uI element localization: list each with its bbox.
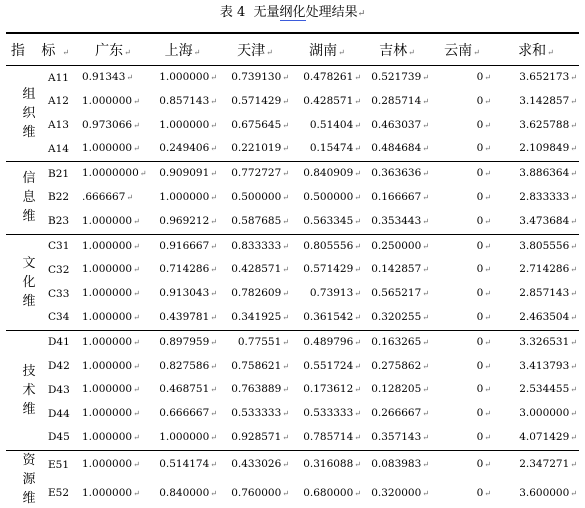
value-cell: 0↵ <box>476 142 491 155</box>
table-row <box>6 402 579 426</box>
value-cell: 3.413793↵ <box>519 359 577 372</box>
value-cell: 0.565217↵ <box>371 287 429 300</box>
value-cell: 0.500000↵ <box>303 190 361 203</box>
indicator-code: E51 <box>46 450 80 479</box>
value-cell: 0.897959↵ <box>146 330 219 354</box>
value-cell: 0.463037↵ <box>371 118 429 131</box>
value-cell: 0.533333↵ <box>303 407 361 420</box>
table-row <box>6 114 579 138</box>
value-cell: 2.857143↵ <box>519 287 577 300</box>
table-row <box>6 426 579 450</box>
table-header-row <box>6 33 579 66</box>
value-cell: 0.51404↵ <box>309 118 361 131</box>
value-cell: 1.000000↵ <box>80 234 146 258</box>
value-cell: 0↵ <box>476 383 491 396</box>
header-col-sum: 求和↵ <box>493 33 579 66</box>
indicator-code: A14 <box>48 142 69 155</box>
caption-title-plain: 无量 <box>253 5 280 20</box>
table-row <box>6 258 579 282</box>
value-cell: 1.0000000↵ <box>80 162 146 186</box>
value-cell: 0.316088↵ <box>291 450 363 479</box>
value-cell: 0.363636↵ <box>363 162 431 186</box>
value-cell: 0↵ <box>476 486 491 499</box>
value-cell: 3.652173↵ <box>519 71 577 83</box>
header-col-yunnan: 云南↵ <box>431 33 493 66</box>
value-cell: 0.760000↵ <box>231 486 289 499</box>
value-cell: 0.772727↵ <box>219 162 291 186</box>
value-cell: 0.928571↵ <box>231 430 289 443</box>
value-cell: 0↵ <box>476 118 491 131</box>
category-label: 资源维 <box>6 450 46 508</box>
value-cell: 2.833333↵ <box>519 190 577 203</box>
value-cell: 0.484684↵ <box>371 142 429 155</box>
value-cell: 0↵ <box>476 214 491 227</box>
value-cell: 0↵ <box>476 190 491 203</box>
value-cell: 0.250000↵ <box>363 234 431 258</box>
value-cell: 0.909091↵ <box>146 162 219 186</box>
value-cell: 1.000000↵ <box>82 287 140 300</box>
header-col-shanghai: 上海↵ <box>146 33 219 66</box>
value-cell: 1.000000↵ <box>159 190 217 203</box>
value-cell: 1.000000↵ <box>82 359 140 372</box>
table-row <box>6 66 579 90</box>
value-cell: 0↵ <box>476 94 491 107</box>
indicator-code: D45 <box>48 431 70 444</box>
value-cell: 0.840909↵ <box>291 162 363 186</box>
value-cell: 0.500000↵ <box>231 190 289 203</box>
value-cell: 0.533333↵ <box>231 407 289 420</box>
value-cell: .666667↵ <box>82 190 134 203</box>
table-row <box>6 450 579 479</box>
value-cell: 3.142857↵ <box>519 94 577 107</box>
value-cell: 1.000000↵ <box>82 94 140 107</box>
caption-label: 表 4 <box>219 5 246 20</box>
table-row <box>6 378 579 402</box>
value-cell: 3.000000↵ <box>519 407 577 420</box>
value-cell: 0.763889↵ <box>231 383 289 396</box>
value-cell: 0.521739↵ <box>371 71 429 83</box>
indicator-code: C31 <box>46 234 80 258</box>
value-cell: 2.109849↵ <box>519 142 577 155</box>
value-cell: 0↵ <box>431 234 493 258</box>
value-cell: 1.000000↵ <box>82 142 140 155</box>
value-cell: 0.285714↵ <box>371 94 429 107</box>
value-cell: 0.827586↵ <box>159 359 217 372</box>
value-cell: 0.489796↵ <box>291 330 363 354</box>
table-row <box>6 186 579 210</box>
results-table <box>6 32 579 508</box>
value-cell: 0.357143↵ <box>371 430 429 443</box>
caption-title-underlined: 纲化 <box>279 5 306 20</box>
value-cell: 0.833333↵ <box>219 234 291 258</box>
category-label: 组织维 <box>22 87 36 141</box>
indicator-code: B22 <box>48 191 70 204</box>
value-cell: 0.341925↵ <box>231 310 289 323</box>
value-cell: 0.514174↵ <box>146 450 219 479</box>
value-cell: 0.587685↵ <box>231 214 289 227</box>
value-cell: 0.666667↵ <box>159 407 217 420</box>
table-row <box>6 90 579 114</box>
value-cell: 0.221019↵ <box>231 142 289 155</box>
value-cell: 0.805556↵ <box>291 234 363 258</box>
header-col-jilin: 吉林↵ <box>363 33 431 66</box>
value-cell: 0↵ <box>476 287 491 300</box>
value-cell: 3.886364↵ <box>493 162 579 186</box>
value-cell: 0↵ <box>476 310 491 323</box>
value-cell: 3.473684↵ <box>519 214 577 227</box>
value-cell: 0.840000↵ <box>159 486 217 499</box>
indicator-code: D42 <box>48 360 70 373</box>
value-cell: 1.000000↵ <box>82 263 140 276</box>
indicator-code: A12 <box>48 95 69 108</box>
value-cell: 0.739130↵ <box>231 71 289 83</box>
value-cell: 0.249406↵ <box>159 142 217 155</box>
caption-return-mark: ↵ <box>357 9 366 19</box>
value-cell: 0↵ <box>476 359 491 372</box>
value-cell: 0↵ <box>476 407 491 420</box>
value-cell: 2.463504↵ <box>519 310 577 323</box>
value-cell: 0.973066↵ <box>82 118 140 131</box>
value-cell: 2.534455↵ <box>519 383 577 396</box>
table-row <box>6 479 579 507</box>
value-cell: 0.969212↵ <box>159 214 217 227</box>
value-cell: 0.785714↵ <box>303 430 361 443</box>
indicator-code: D44 <box>48 407 70 420</box>
indicator-code: B23 <box>48 215 70 228</box>
value-cell: 0↵ <box>431 330 493 354</box>
value-cell: 0.680000↵ <box>303 486 361 499</box>
value-cell: 0.675645↵ <box>231 118 289 131</box>
indicator-code: A11 <box>48 71 69 84</box>
value-cell: 0.266667↵ <box>371 407 429 420</box>
value-cell: 0.275862↵ <box>371 359 429 372</box>
table-row <box>6 330 579 354</box>
value-cell: 0.320000↵ <box>371 486 429 499</box>
header-col-tianjin: 天津↵ <box>219 33 291 66</box>
value-cell: 0.361542↵ <box>303 310 361 323</box>
category-label: 信息维 <box>6 162 46 234</box>
value-cell: 2.714286↵ <box>519 263 577 276</box>
value-cell: 0↵ <box>476 71 491 83</box>
value-cell: 0.478261↵ <box>303 71 361 83</box>
value-cell: 0↵ <box>476 263 491 276</box>
value-cell: 1.000000↵ <box>80 330 146 354</box>
value-cell: 0.083983↵ <box>363 450 431 479</box>
value-cell: 0.551724↵ <box>303 359 361 372</box>
value-cell: 1.000000↵ <box>82 430 140 443</box>
category-label: 技术维 <box>6 330 46 450</box>
value-cell: 0.320255↵ <box>371 310 429 323</box>
value-cell: 0.714286↵ <box>159 263 217 276</box>
table-caption <box>0 4 585 23</box>
value-cell: 0.428571↵ <box>303 94 361 107</box>
value-cell: 0.433026↵ <box>219 450 291 479</box>
value-cell: 1.000000↵ <box>82 486 140 499</box>
indicator-code: D41 <box>46 330 80 354</box>
value-cell: 0.758621↵ <box>231 359 289 372</box>
value-cell: 0.142857↵ <box>371 263 429 276</box>
value-cell: 0.913043↵ <box>159 287 217 300</box>
value-cell: 0.166667↵ <box>371 190 429 203</box>
header-col-hunan: 湖南↵ <box>291 33 363 66</box>
value-cell: 1.000000↵ <box>159 430 217 443</box>
value-cell: 3.600000↵ <box>519 486 577 499</box>
value-cell: 0.571429↵ <box>303 263 361 276</box>
table-row <box>6 137 579 161</box>
indicator-code: E52 <box>48 487 70 500</box>
value-cell: 0.173612↵ <box>303 383 361 396</box>
value-cell: 0.571429↵ <box>231 94 289 107</box>
value-cell: 0.857143↵ <box>159 94 217 107</box>
table-row <box>6 355 579 379</box>
category-label: 文化维 <box>6 234 46 330</box>
indicator-code: B21 <box>46 162 80 186</box>
value-cell: 0.916667↵ <box>146 234 219 258</box>
value-cell: 0.77551↵ <box>219 330 291 354</box>
value-cell: 0↵ <box>476 430 491 443</box>
value-cell: 0.428571↵ <box>231 263 289 276</box>
value-cell: 1.000000↵ <box>82 310 140 323</box>
value-cell: 0↵ <box>431 450 493 479</box>
value-cell: 0.353443↵ <box>371 214 429 227</box>
caption-title-rest: 处理结果 <box>305 5 358 20</box>
indicator-code: A13 <box>48 119 69 132</box>
value-cell: 1.000000↵ <box>82 407 140 420</box>
indicator-code: C34 <box>48 311 70 324</box>
value-cell: 3.625788↵ <box>519 118 577 131</box>
table-row <box>6 282 579 306</box>
value-cell: 0.73913↵ <box>309 287 361 300</box>
table-row <box>6 162 579 186</box>
table-row <box>6 234 579 258</box>
table-row <box>6 306 579 330</box>
value-cell: 1.000000↵ <box>80 450 146 479</box>
header-col-guangdong: 广东↵ <box>80 33 146 66</box>
value-cell: 0.163265↵ <box>363 330 431 354</box>
table-row <box>6 210 579 234</box>
value-cell: 0.91343↵ <box>82 71 134 83</box>
table-body <box>6 66 579 508</box>
indicator-code: D43 <box>48 383 70 396</box>
value-cell: 1.000000↵ <box>82 214 140 227</box>
value-cell: 0.782609↵ <box>231 287 289 300</box>
value-cell: 4.071429↵ <box>519 430 577 443</box>
value-cell: 0.563345↵ <box>303 214 361 227</box>
value-cell: 0.15474↵ <box>309 142 361 155</box>
indicator-code: C32 <box>48 263 70 276</box>
value-cell: 3.805556↵ <box>493 234 579 258</box>
header-indicator: 指 标↵ <box>6 33 80 66</box>
value-cell: 0.439781↵ <box>159 310 217 323</box>
value-cell: 2.347271↵ <box>493 450 579 479</box>
value-cell: 1.000000↵ <box>159 118 217 131</box>
value-cell: 3.326531↵ <box>493 330 579 354</box>
indicator-code: C33 <box>48 287 70 300</box>
value-cell: 0.468751↵ <box>159 383 217 396</box>
value-cell: 0.128205↵ <box>371 383 429 396</box>
value-cell: 0↵ <box>431 162 493 186</box>
value-cell: 1.000000↵ <box>82 383 140 396</box>
value-cell: 1.000000↵ <box>159 71 217 83</box>
